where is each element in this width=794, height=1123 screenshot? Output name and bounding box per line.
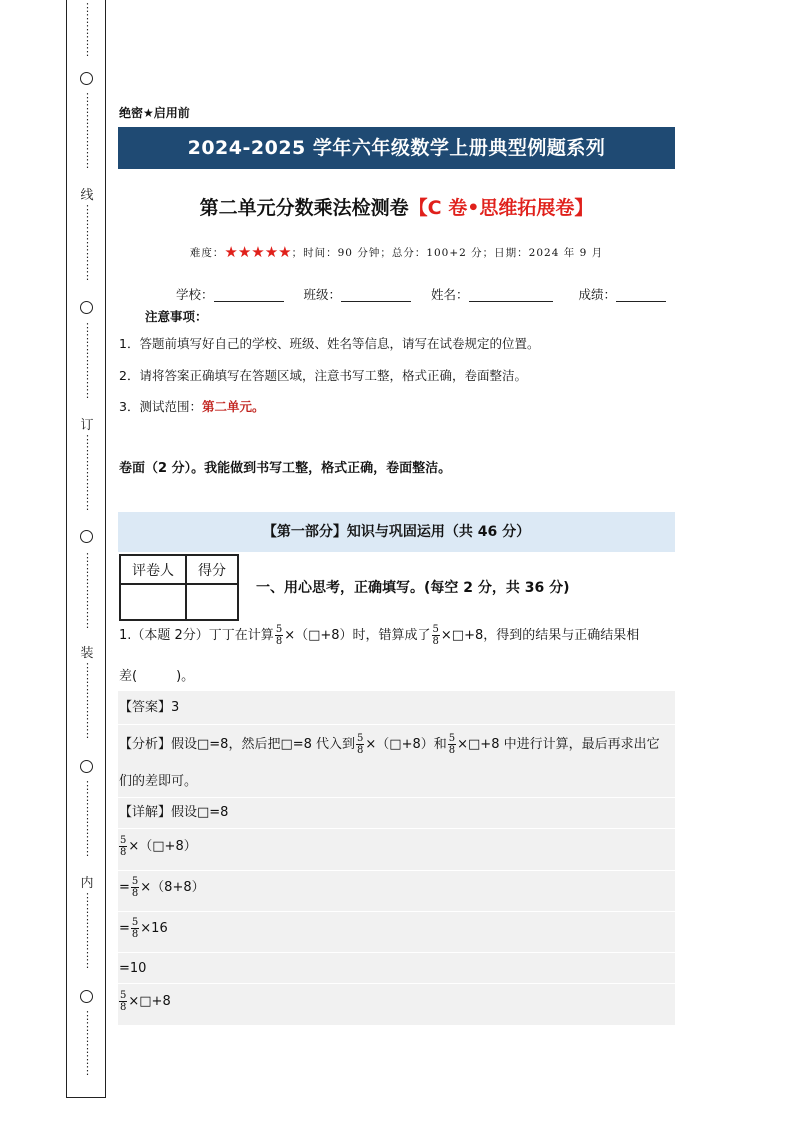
dotted-line: ⋮⋮⋮⋮⋮⋮⋮ <box>82 321 93 400</box>
notice-item <box>119 397 264 415</box>
fraction: $\frac{5}{8}$ <box>275 624 283 647</box>
notice-item: 1．答题前填写好自己的学校、班级、姓名等信息，请写在试卷规定的位置。 <box>119 336 540 351</box>
analysis-line: 们的差即可。 <box>119 774 198 789</box>
score-field[interactable] <box>616 289 666 302</box>
binding-circle-icon <box>80 72 93 85</box>
confidential-label: 绝密★启用前 <box>119 106 190 120</box>
dotted-line: ⋮⋮⋮⋮⋮⋮⋮ <box>82 433 93 512</box>
difficulty-label: 难度： <box>189 247 225 259</box>
step-text: ×16 <box>140 921 168 936</box>
score-cell[interactable] <box>186 584 238 620</box>
paper-title-tag: 【C 卷•思维拓展卷】 <box>408 197 594 219</box>
divider <box>118 870 675 871</box>
question-1 <box>119 624 639 647</box>
notice-title: 注意事项： <box>145 309 208 324</box>
fraction: $\frac{5}{8}$ <box>131 917 139 940</box>
dotted-line: ⋮⋮⋮⋮⋮⋮⋮ <box>82 551 93 630</box>
binding-circle-icon <box>80 301 93 314</box>
grading-table <box>119 554 239 621</box>
part-one-header: 【第一部分】知识与巩固运用（共 46 分） <box>118 512 675 552</box>
fraction: $\frac{5}{8}$ <box>120 990 127 1013</box>
fraction: $\frac{5}{8}$ <box>131 876 139 899</box>
school-field[interactable] <box>214 289 284 302</box>
school-label: 学校： <box>176 287 214 302</box>
divider <box>118 952 675 953</box>
fraction: $\frac{5}{8}$ <box>448 733 456 756</box>
binding-margin <box>66 0 106 1098</box>
solution-step <box>119 990 171 1013</box>
answer-line: 【答案】3 <box>119 700 180 715</box>
dotted-line: ⋮⋮⋮⋮⋮⋮⋮ <box>82 91 93 170</box>
dotted-line: ⋮⋮⋮⋮⋮⋮⋮ <box>82 779 93 858</box>
solution-step <box>119 917 168 940</box>
divider <box>118 911 675 912</box>
name-label: 姓名： <box>431 287 469 302</box>
class-label: 班级： <box>303 287 342 302</box>
score-label: 成绩： <box>578 287 617 302</box>
series-banner: 2024-2025 学年六年级数学上册典型例题系列 <box>118 127 675 169</box>
dotted-line: ⋮⋮⋮⋮⋮⋮⋮ <box>82 661 93 740</box>
solution-step <box>119 876 205 899</box>
student-info-fields <box>176 285 676 303</box>
exam-meta <box>118 243 675 261</box>
divider <box>118 797 675 798</box>
analysis-line <box>119 733 660 756</box>
analysis-text: ×□+8 中进行计算，最后再求出它 <box>457 737 660 752</box>
question-1-blank: 差( )。 <box>119 669 195 684</box>
step-text: ×（8+8） <box>140 880 205 895</box>
step-text: = <box>119 880 130 895</box>
fraction: $\frac{5}{8}$ <box>432 624 439 647</box>
divider <box>118 828 675 829</box>
dotted-line: ⋮⋮⋮⋮⋮⋮ <box>82 1009 93 1077</box>
binding-mark-nei: 内 <box>79 872 95 891</box>
score-header: 得分 <box>186 555 238 584</box>
analysis-text: 【分析】假设□=8，然后把□=8 代入到 <box>119 737 356 752</box>
grader-cell[interactable] <box>120 584 186 620</box>
detail-line: 【详解】假设□=8 <box>119 805 229 820</box>
binding-circle-icon <box>80 530 93 543</box>
neatness-statement: 卷面（2 分）。我能做到书写工整，格式正确，卷面整洁。 <box>119 461 452 476</box>
fraction: $\frac{5}{8}$ <box>357 733 364 756</box>
step-text: = <box>119 921 130 936</box>
analysis-text: ×（□+8）和 <box>365 737 447 752</box>
question-text: 1.（本题 2分）丁丁在计算 <box>119 628 274 643</box>
question-text: ×□+8，得到的结果与正确结果相 <box>440 628 640 643</box>
binding-mark-xian: 线 <box>79 184 95 203</box>
step-text: ×□+8 <box>128 994 171 1009</box>
divider <box>118 724 675 725</box>
dotted-line: ⋮⋮⋮⋮⋮⋮⋮ <box>82 891 93 970</box>
solution-step <box>119 835 197 858</box>
class-field[interactable] <box>341 289 411 302</box>
binding-circle-icon <box>80 990 93 1003</box>
difficulty-stars-icon: ★★★★★ <box>224 243 292 261</box>
exam-meta-info: ；时间：90 分钟；总分：100+2 分；日期：2024 年 9 月 <box>291 247 604 259</box>
notice-item: 2．请将答案正确填写在答题区域，注意书写工整，格式正确，卷面整洁。 <box>119 368 527 383</box>
test-scope: 第二单元。 <box>201 399 265 414</box>
section-heading: 一、用心思考，正确填写。(每空 2 分，共 36 分) <box>256 580 570 596</box>
dotted-line: ⋮⋮⋮⋮⋮ <box>82 1 93 58</box>
binding-circle-icon <box>80 760 93 773</box>
fraction: $\frac{5}{8}$ <box>120 835 127 858</box>
dotted-line: ⋮⋮⋮⋮⋮⋮⋮ <box>82 203 93 282</box>
notice-item-prefix: 3．测试范围： <box>119 399 202 414</box>
grader-header: 评卷人 <box>120 555 186 584</box>
divider <box>118 983 675 984</box>
paper-title-main: 第二单元分数乘法检测卷 <box>199 197 409 219</box>
binding-mark-zhuang: 装 <box>79 642 95 661</box>
question-text: ×（□+8）时，错算成了 <box>284 628 431 643</box>
step-text: ×（□+8） <box>128 839 197 854</box>
binding-mark-ding: 订 <box>79 414 95 433</box>
solution-step: =10 <box>119 961 147 976</box>
name-field[interactable] <box>469 289 553 302</box>
paper-title <box>118 193 675 220</box>
